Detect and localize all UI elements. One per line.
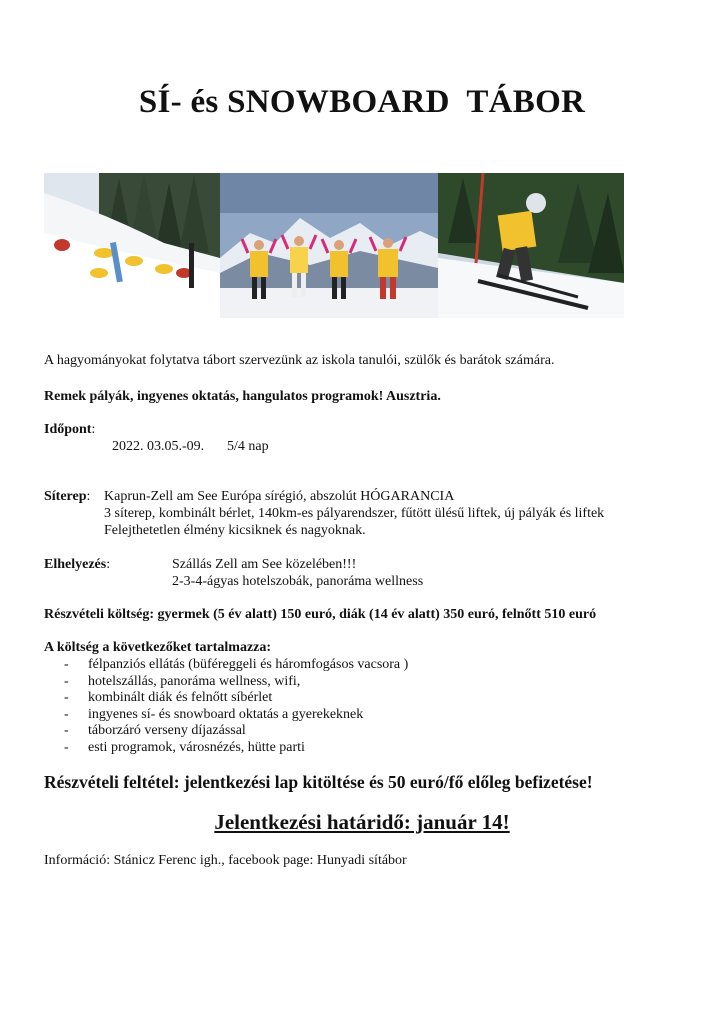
accommodation-line: 2-3-4-ágyas hotelszobák, panoráma wellness (172, 574, 424, 589)
list-dash: - (64, 690, 69, 705)
list-item-text: táborzáró verseny díjazással (88, 723, 246, 738)
list-dash: - (64, 707, 69, 722)
date-label-colon: : (91, 422, 96, 437)
accommodation-line: Szállás Zell am See közelében!!! (172, 557, 357, 572)
highlight-text: Remek pályák, ingyenes oktatás, hangulatos programok! Ausztria. (44, 389, 441, 404)
cost-text: Részvételi költség: gyermek (5 év alatt) 150 euró, diák (14 év alatt) 350 euró, felnőtt 510 euró (44, 607, 597, 622)
page-title: SÍ- és SNOWBOARD TÁBOR (138, 84, 586, 120)
list-dash: - (64, 723, 69, 738)
includes-heading: A költség a következőket tartalmazza: (44, 640, 272, 655)
list-item-text: hotelszállás, panoráma wellness, wifi, (88, 674, 301, 689)
list-item (64, 673, 300, 690)
list-item (64, 656, 408, 673)
date-duration: 5/4 nap (227, 439, 269, 454)
accommodation-label: Elhelyezés (44, 557, 107, 572)
condition-text: Részvételi feltétel: jelentkezési lap kitöltése és 50 euró/fő előleg befizetése! (44, 772, 593, 792)
accommodation-label-row (44, 556, 110, 573)
date-label-row (44, 421, 95, 438)
info-text: Információ: Stánicz Ferenc igh., facebook page: Hunyadi sítábor (44, 853, 407, 868)
list-item-text: ingyenes sí- és snowboard oktatás a gyerekeknek (88, 707, 364, 722)
photo-kids-mountain-panorama (220, 173, 438, 318)
site-line: Kaprun-Zell am See Európa sírégió, abszolút HÓGARANCIA (104, 489, 455, 504)
list-dash: - (64, 740, 69, 755)
accommodation-label-colon: : (106, 557, 111, 572)
list-item (64, 722, 246, 739)
photo-kids-lying-in-snow (44, 173, 220, 318)
list-item-text: esti programok, városnézés, hütte parti (88, 740, 305, 755)
list-item (64, 739, 305, 756)
list-dash: - (64, 674, 69, 689)
list-dash: - (64, 657, 69, 672)
site-label-colon: : (86, 489, 91, 504)
intro-text: A hagyományokat folytatva tábort szervezünk az iskola tanulói, szülők és barátok számára. (44, 353, 555, 368)
date-label: Időpont (44, 422, 92, 437)
photo-skier-on-slope (438, 173, 624, 318)
site-label-row (44, 488, 90, 505)
list-item-text: félpanziós ellátás (büféreggeli és háromfogásos vacsora ) (88, 657, 409, 672)
date-value: 2022. 03.05.-09. (112, 439, 205, 454)
deadline-text: Jelentkezési határidő: január 14! (214, 810, 510, 834)
site-line: Felejthetetlen élmény kicsiknek és nagyoknak. (104, 523, 366, 538)
list-item (64, 706, 363, 723)
list-item (64, 689, 272, 706)
site-line: 3 síterep, kombinált bérlet, 140km-es pályarendszer, fűtött ülésű liftek, új pályák és liftek (104, 506, 605, 521)
list-item-text: kombinált diák és felnőtt síbérlet (88, 690, 273, 705)
site-label: Síterep (44, 489, 87, 504)
